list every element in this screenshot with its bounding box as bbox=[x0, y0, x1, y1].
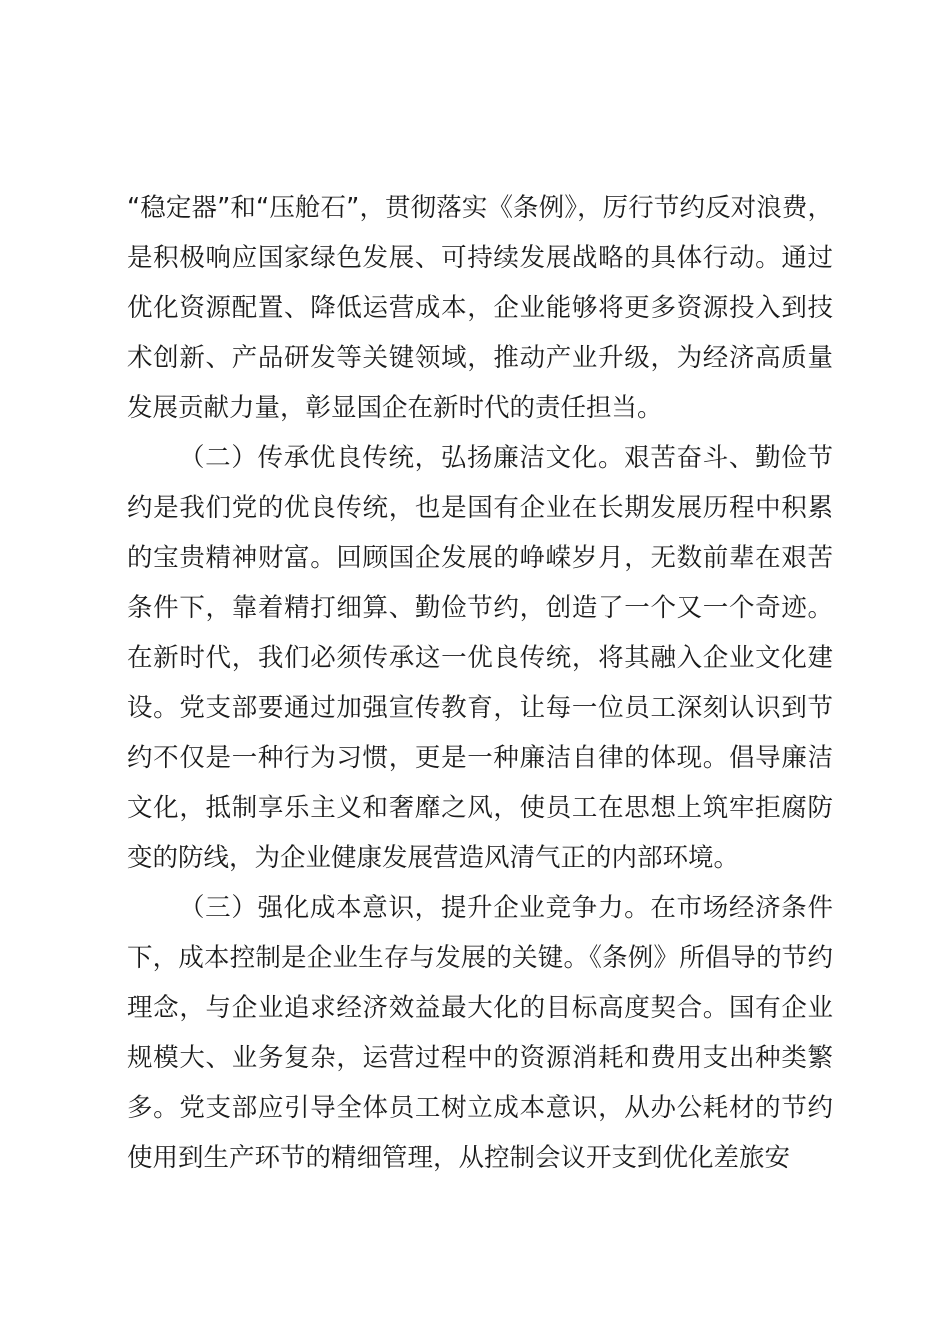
paragraph-section-3: （三）强化成本意识，提升企业竞争力。在市场经济条件下，成本控制是企业生存与发展的关键。《条例》所倡导的节约理念，与企业追求经济效益最大化的目标高度契合。国有企业规模大、业务复杂，运营过程中的资源消耗和费用支出种类繁多。党支部应引导全体员工树立成本意识，从办公耗材的节约使用到生产环节的精细管理，从控制会议开支到优化差旅安 bbox=[127, 893, 833, 1173]
paragraph-continuation: “稳定器”和“压舱石”，贯彻落实《条例》，厉行节约反对浪费，是积极响应国家绿色发展、可持续发展战略的具体行动。通过优化资源配置、降低运营成本，企业能够将更多资源投入到技术创新、产品研发等关键领域，推动产业升级，为经济高质量发展贡献力量，彰显国企在新时代的责任担当。 bbox=[127, 193, 833, 423]
document-body bbox=[127, 183, 833, 1183]
paragraph-section-2: （二）传承优良传统，弘扬廉洁文化。艰苦奋斗、勤俭节约是我们党的优良传统，也是国有企业在长期发展历程中积累的宝贵精神财富。回顾国企发展的峥嵘岁月，无数前辈在艰苦条件下，靠着精打细算、勤俭节约，创造了一个又一个奇迹。在新时代，我们必须传承这一优良传统，将其融入企业文化建设。党支部要通过加强宣传教育，让每一位员工深刻认识到节约不仅是一种行为习惯，更是一种廉洁自律的体现。倡导廉洁文化，抵制享乐主义和奢靡之风，使员工在思想上筑牢拒腐防变的防线，为企业健康发展营造风清气正的内部环境。 bbox=[127, 443, 833, 873]
